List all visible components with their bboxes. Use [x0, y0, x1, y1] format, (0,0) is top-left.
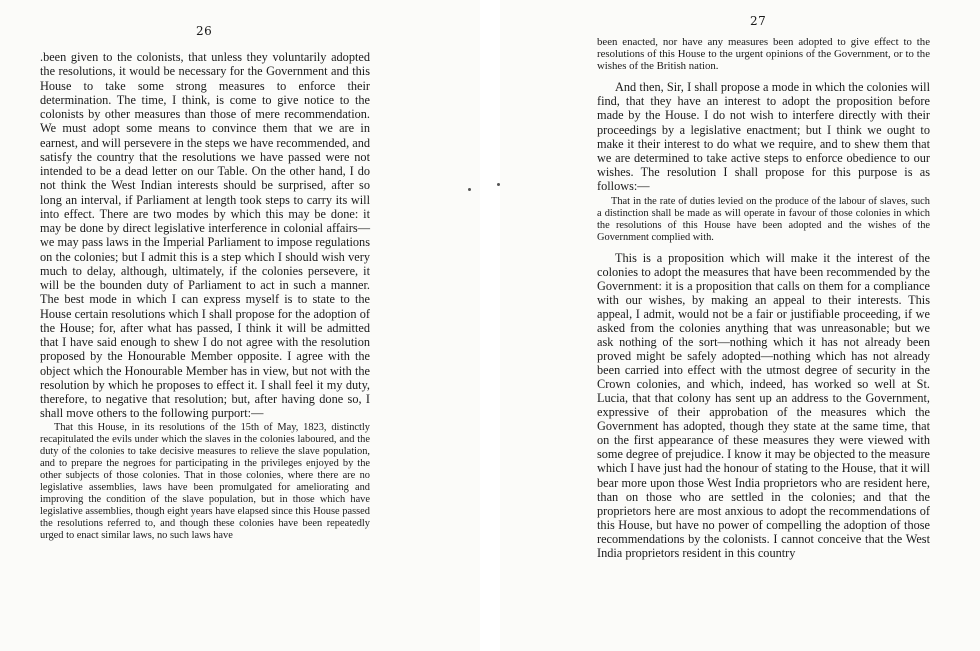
scan-speck [468, 188, 471, 191]
continued-paragraph: been enacted, nor have any measures been adopted to give effect to the resolutions of this House to the urgent opinions of the Government, or to the wishes of the British nation. [597, 36, 930, 72]
resolution-quote: That in the rate of duties levied on the produce of the labour of slaves, such a distinction shall be made as will operate in favour of those colonies in which the resolutions of this House have been adopted and the wishes of the Government complied with. [597, 195, 930, 243]
body-paragraph: And then, Sir, I shall propose a mode in which the colonies will find, that they have an interest to adopt the proposition before made by the House. I do not wish to interfere directly with their proceedings by a legislative enactment; but I think we ought to make it their interest to do what we require, and to shew them that we are determined to take active steps to enforce obedience to our wishes. The resolution I shall propose for this purpose is as follows:— [597, 80, 930, 193]
right-page [500, 0, 980, 651]
page-number: 27 [750, 14, 767, 28]
left-page-text [40, 50, 370, 545]
body-paragraph: This is a proposition which will make it the interest of the colonies to adopt the measures that have been recommended by the Government: it is a proposition that calls on them for a compliance with our wishes, by making an appeal to their interests. This appeal, I admit, would not be a fair or justifiable proceeding, if we asked from the colonies anything that was unreasonable; but we ask nothing of the sort—nothing which it has not already been proved might be safely adopted—nothing which has not already been carried into effect with the utmost degree of security in the Crown colonies, and which, indeed, has worked so well at St. Lucia, that that colony has sent up an address to the Government, expressive of their approbation of the measures which the Government has adopted, though they state at the same time, that on the first appearance of these measures they were viewed with some degree of prejudice. I know it may be objected to the measure which I have just had the honour of stating to the House, that it will bear more upon those West India proprietors who are resident here, than on those who are settled in the colonies; and that the proprietors here are most anxious to adopt the recommendations of this House, but have no power of compelling the adoption of those recommendations by the colonists. I cannot conceive that the West India proprietors resident in this country [597, 250, 930, 560]
resolution-quote: That this House, in its resolutions of the 15th of May, 1823, distinctly recapitulated the evils under which the slaves in the colonies laboured, and the duty of the colonies to take decisive measures to relieve the slave population, and to prepare the negroes for participating in the privileges enjoyed by the other subjects of those colonies. That in those colonies, where there are no legislative assemblies, laws have been promulgated for ameliorating and improving the condition of the slave population, but in those which have legislative assemblies, though eight years have elapsed since this House passed the resolutions referred to, and though these colonies have been repeatedly urged to enact similar laws, no such laws have [40, 421, 370, 541]
right-page-text [597, 37, 930, 560]
page-number: 26 [196, 24, 213, 38]
body-paragraph: .been given to the colonists, that unless they voluntarily adopted the resolutions, it would be necessary for the Government and this House to take some strong measures to enforce their determination. The time, I think, is come to give notice to the colonists by other measures than those of mere recommendation. We must adopt some means to convince them that we are in earnest, and will persevere in the steps we have recommended, and satisfy the country that the resolutions we have passed were not intended to be a dead letter on our Table. On the other hand, I do not think the West Indian interests should be surprised, after so long an interval, if Parliament at length took steps to carry its will into effect. There are two modes by which this may be done: it may be done by direct legislative interference in colonial affairs—we may pass laws in the Imperial Parliament to impose regulations on the colonies; but I admit this is a step which I should wish very much to delay, although, ultimately, if the colonies persevere, it will be the bounden duty of Parliament to act in such a manner. The best mode in which I can express myself is to state to the House certain resolutions which I shall propose for the adoption of the House; for, after what has passed, I think it will be admitted that I have said enough to shew I do not agree with the resolution proposed by the Honourable Member opposite. I agree with the object which the Honourable Member has in view, but not with the resolution by which he proposes to effect it. I shall feel it my duty, therefore, to negative that resolution; but, after having done so, I shall move others to the following purport:— [40, 50, 370, 421]
left-page [0, 0, 480, 651]
